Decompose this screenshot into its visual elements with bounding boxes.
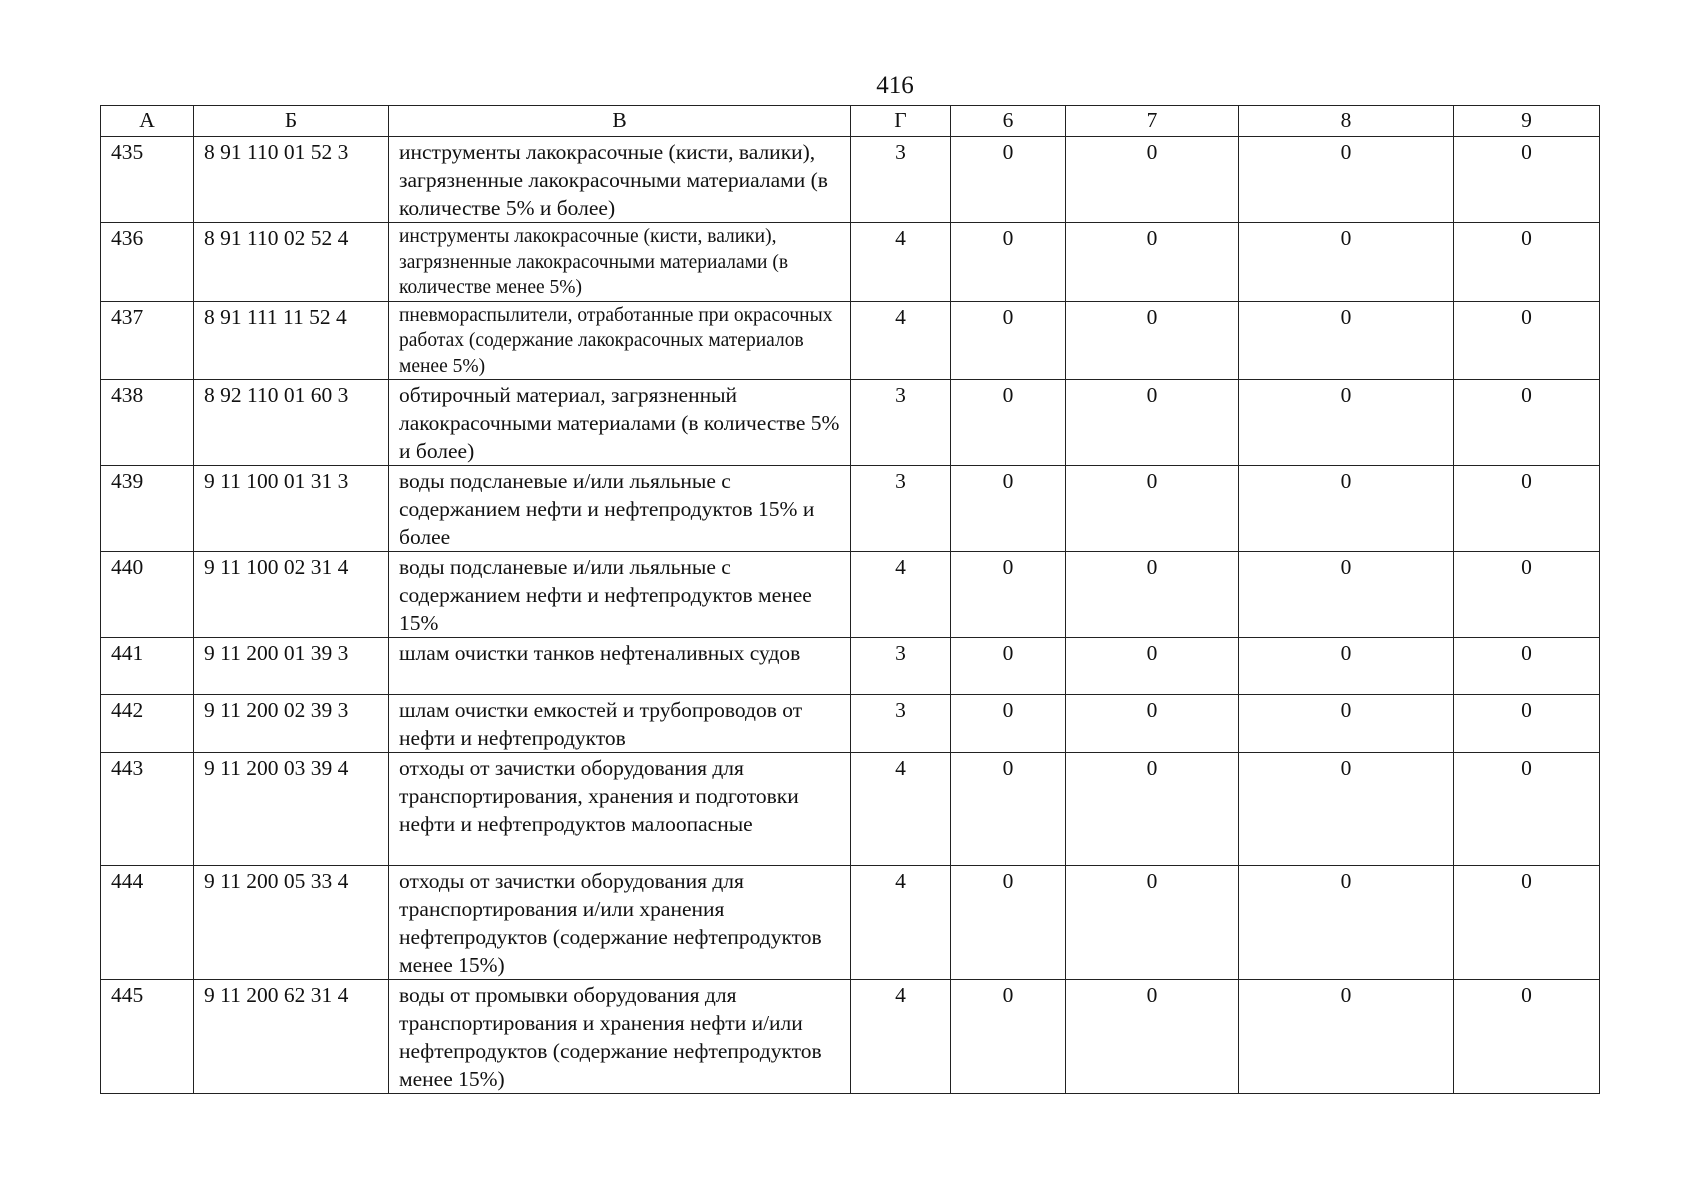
value-col-6: 0 xyxy=(951,866,1066,980)
waste-description: воды подсланевые и/или льяльные с содержанием нефти и нефтепродуктов менее 15% xyxy=(389,552,851,638)
value-col-8: 0 xyxy=(1239,866,1454,980)
waste-description: инструменты лакокрасочные (кисти, валики), загрязненные лакокрасочными материалами (в количестве 5% и более) xyxy=(389,137,851,223)
waste-code: 9 11 200 62 31 4 xyxy=(194,980,389,1094)
value-col-9: 0 xyxy=(1454,753,1600,866)
hazard-class: 4 xyxy=(851,223,951,302)
value-col-7: 0 xyxy=(1066,695,1239,753)
value-col-8: 0 xyxy=(1239,638,1454,695)
header-6: 6 xyxy=(951,106,1066,137)
row-number: 444 xyxy=(101,866,194,980)
row-number: 439 xyxy=(101,466,194,552)
value-col-6: 0 xyxy=(951,137,1066,223)
value-col-7: 0 xyxy=(1066,466,1239,552)
row-number: 441 xyxy=(101,638,194,695)
header-a: А xyxy=(101,106,194,137)
value-col-9: 0 xyxy=(1454,866,1600,980)
value-col-8: 0 xyxy=(1239,552,1454,638)
waste-description: обтирочный материал, загрязненный лакокрасочными материалами (в количестве 5% и более) xyxy=(389,380,851,466)
value-col-7: 0 xyxy=(1066,552,1239,638)
table-row xyxy=(101,380,1600,466)
table-row xyxy=(101,866,1600,980)
waste-code: 8 91 110 01 52 3 xyxy=(194,137,389,223)
value-col-8: 0 xyxy=(1239,980,1454,1094)
table-row xyxy=(101,137,1600,223)
row-number: 438 xyxy=(101,380,194,466)
row-number: 435 xyxy=(101,137,194,223)
value-col-9: 0 xyxy=(1454,466,1600,552)
waste-table xyxy=(100,105,1600,1094)
row-number: 443 xyxy=(101,753,194,866)
value-col-6: 0 xyxy=(951,980,1066,1094)
header-9: 9 xyxy=(1454,106,1600,137)
header-g: Г xyxy=(851,106,951,137)
waste-code: 9 11 200 03 39 4 xyxy=(194,753,389,866)
value-col-7: 0 xyxy=(1066,753,1239,866)
value-col-6: 0 xyxy=(951,695,1066,753)
value-col-8: 0 xyxy=(1239,223,1454,302)
value-col-9: 0 xyxy=(1454,137,1600,223)
value-col-6: 0 xyxy=(951,753,1066,866)
value-col-8: 0 xyxy=(1239,137,1454,223)
hazard-class: 4 xyxy=(851,753,951,866)
value-col-7: 0 xyxy=(1066,223,1239,302)
hazard-class: 4 xyxy=(851,301,951,380)
waste-code: 8 91 110 02 52 4 xyxy=(194,223,389,302)
table-row xyxy=(101,466,1600,552)
value-col-7: 0 xyxy=(1066,980,1239,1094)
hazard-class: 4 xyxy=(851,866,951,980)
value-col-6: 0 xyxy=(951,380,1066,466)
table-row xyxy=(101,753,1600,866)
value-col-9: 0 xyxy=(1454,223,1600,302)
row-number: 437 xyxy=(101,301,194,380)
hazard-class: 3 xyxy=(851,137,951,223)
value-col-7: 0 xyxy=(1066,866,1239,980)
table-row xyxy=(101,980,1600,1094)
value-col-9: 0 xyxy=(1454,380,1600,466)
hazard-class: 3 xyxy=(851,695,951,753)
waste-description: инструменты лакокрасочные (кисти, валики), загрязненные лакокрасочными материалами (в количестве менее 5%) xyxy=(389,223,851,302)
waste-code: 8 92 110 01 60 3 xyxy=(194,380,389,466)
value-col-7: 0 xyxy=(1066,137,1239,223)
waste-description: отходы от зачистки оборудования для транспортирования и/или хранения нефтепродуктов (содержание нефтепродуктов менее 15%) xyxy=(389,866,851,980)
waste-description: пневмораспылители, отработанные при окрасочных работах (содержание лакокрасочных материалов менее 5%) xyxy=(389,301,851,380)
value-col-6: 0 xyxy=(951,223,1066,302)
row-number: 436 xyxy=(101,223,194,302)
waste-description: отходы от зачистки оборудования для транспортирования, хранения и подготовки нефти и нефтепродуктов малоопасные xyxy=(389,753,851,866)
waste-description: воды подсланевые и/или льяльные с содержанием нефти и нефтепродуктов 15% и более xyxy=(389,466,851,552)
value-col-8: 0 xyxy=(1239,695,1454,753)
waste-description: воды от промывки оборудования для транспортирования и хранения нефти и/или нефтепродуктов (содержание нефтепродуктов менее 15%) xyxy=(389,980,851,1094)
waste-code: 9 11 100 01 31 3 xyxy=(194,466,389,552)
value-col-9: 0 xyxy=(1454,980,1600,1094)
table-row xyxy=(101,301,1600,380)
row-number: 445 xyxy=(101,980,194,1094)
table-row xyxy=(101,638,1600,695)
header-7: 7 xyxy=(1066,106,1239,137)
waste-description: шлам очистки танков нефтеналивных судов xyxy=(389,638,851,695)
hazard-class: 4 xyxy=(851,980,951,1094)
header-8: 8 xyxy=(1239,106,1454,137)
waste-description: шлам очистки емкостей и трубопроводов от нефти и нефтепродуктов xyxy=(389,695,851,753)
page-number: 416 xyxy=(876,72,914,99)
value-col-6: 0 xyxy=(951,466,1066,552)
value-col-9: 0 xyxy=(1454,552,1600,638)
value-col-8: 0 xyxy=(1239,466,1454,552)
header-v: В xyxy=(389,106,851,137)
value-col-7: 0 xyxy=(1066,301,1239,380)
value-col-6: 0 xyxy=(951,638,1066,695)
table-row xyxy=(101,552,1600,638)
waste-code: 9 11 200 02 39 3 xyxy=(194,695,389,753)
value-col-8: 0 xyxy=(1239,380,1454,466)
header-b: Б xyxy=(194,106,389,137)
waste-code: 9 11 200 05 33 4 xyxy=(194,866,389,980)
value-col-9: 0 xyxy=(1454,301,1600,380)
table-row xyxy=(101,695,1600,753)
waste-code: 9 11 100 02 31 4 xyxy=(194,552,389,638)
table-row xyxy=(101,223,1600,302)
row-number: 442 xyxy=(101,695,194,753)
hazard-class: 4 xyxy=(851,552,951,638)
value-col-6: 0 xyxy=(951,301,1066,380)
value-col-7: 0 xyxy=(1066,380,1239,466)
value-col-9: 0 xyxy=(1454,638,1600,695)
hazard-class: 3 xyxy=(851,380,951,466)
waste-code: 9 11 200 01 39 3 xyxy=(194,638,389,695)
value-col-7: 0 xyxy=(1066,638,1239,695)
value-col-6: 0 xyxy=(951,552,1066,638)
value-col-9: 0 xyxy=(1454,695,1600,753)
waste-code: 8 91 111 11 52 4 xyxy=(194,301,389,380)
hazard-class: 3 xyxy=(851,466,951,552)
value-col-8: 0 xyxy=(1239,753,1454,866)
value-col-8: 0 xyxy=(1239,301,1454,380)
hazard-class: 3 xyxy=(851,638,951,695)
row-number: 440 xyxy=(101,552,194,638)
table-header-row xyxy=(101,106,1600,137)
